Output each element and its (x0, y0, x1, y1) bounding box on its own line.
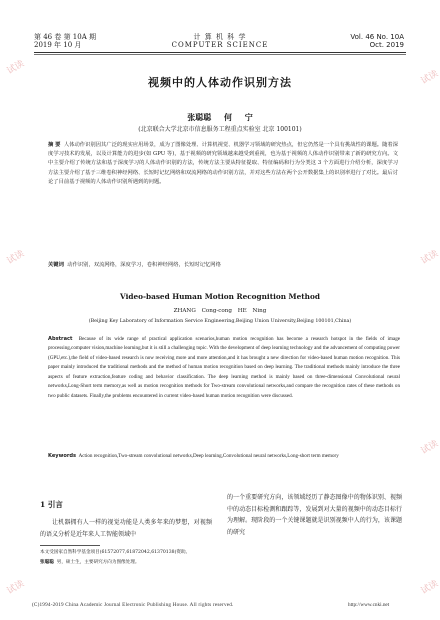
paper-title-cn: 视频中的人体动作识别方法 (148, 76, 292, 89)
authors-cn: 张聪聪 何 宁 (187, 112, 253, 122)
abstract-en (48, 335, 400, 401)
author-bio-label: 张聪聪 (40, 560, 54, 565)
footer-url: http://www.cnki.net (348, 602, 390, 608)
affiliation-en: (Beijing Key Laboratory of Information Service Engineering,Beijing Union University,Beijing 100101,China) (88, 319, 352, 324)
header-center (170, 33, 270, 49)
header-rule-thin (34, 54, 406, 55)
journal-name-cn: 计 算 机 科 学 (193, 33, 247, 41)
keywords-en-text: Action recognition,Two-stream convolutional networks,Deep learning,Convolutional neural networks,Long-short term memory (78, 453, 339, 459)
volume-issue-cn: 第 46 卷 第 10A 期 (34, 33, 96, 41)
watermark: 试读 (419, 438, 440, 457)
volume-issue-en: Vol. 46 No. 10A (350, 33, 404, 41)
date-en: Oct. 2019 (369, 41, 404, 49)
body-text-left-column: 让机器拥有人一样的视觉功能是人类多年来的梦想，对视频的语义分析是近年来人工智能领域中 (40, 519, 212, 538)
journal-name-en: COMPUTER SCIENCE (171, 41, 269, 49)
header-rule (34, 52, 406, 53)
header-left (34, 33, 96, 49)
abstract-cn (48, 141, 398, 187)
watermark: 试读 (5, 248, 27, 267)
paper-title-en: Video-based Human Motion Recognition Method (120, 292, 320, 301)
footnote-rule (40, 545, 100, 546)
watermark: 试读 (419, 248, 440, 267)
author-bio (40, 558, 230, 568)
footnote (40, 548, 230, 568)
abstract-cn-label: 摘 要 (48, 142, 61, 148)
keywords-cn-text: 动作识别，双流网络，深度学习，卷积神经网络，长短时记忆网络 (67, 262, 221, 268)
copyright-notice: (C)1994-2019 China Academic Journal Electronic Publishing House. All rights reserved. (32, 602, 234, 608)
keywords-cn (48, 261, 398, 270)
author-bio-text: 男，硕士生，主要研究方向为图像处理。 (56, 560, 140, 565)
abstract-en-label: Abstract (48, 336, 73, 342)
keywords-en (48, 452, 400, 461)
keywords-cn-label: 关键词 (48, 262, 64, 268)
header-right (350, 33, 404, 49)
abstract-cn-text: 人体动作识别因其广泛的现实应用场景，成为了图像处理、计算机视觉、机器学习领域的研究热点，但它仍然是一个具有挑战性的课题。随着深度学习技术的发展，以及计算能力的进步(如 GPU 等)，基于视频的研究领域越来越受到重视，也为基于视频的人体动作识别带来了新的研究方向。文中主要介绍了传统方法和基于深度学习的人体动作识别的方法，传统方法主要从特征提取、特征编码和行为分类这 3 个方面进行介绍分析，深度学习方法主要介绍了基于三维卷积神经网络、长短时记忆网络和双流网络的动作识别方法，并对这些方法在两个公开数据集上的识别率进行了对比。最后讨论了目前基于视频的人体动作识别所遇到的问题。 (48, 142, 398, 185)
section-heading-introduction: 1 引言 (40, 500, 63, 509)
funding-note: 本文受国家自然科学基金项目(61572077,61872042,61370138)资助。 (40, 550, 191, 555)
date-cn: 2019 年 10 月 (34, 41, 82, 49)
keywords-en-label: Keywords (48, 453, 77, 459)
affiliation-cn: (北京联合大学北京市信息服务工程重点实验室 北京 100101) (138, 126, 302, 133)
watermark: 试读 (419, 68, 440, 87)
watermark: 试读 (419, 578, 440, 597)
authors-en: ZHANG Cong-cong HE Ning (173, 308, 267, 314)
watermark: 试读 (5, 578, 27, 597)
body-text-right-column: 的一个重要研究方向，该领域经历了静态图像中的物体识别、视频中的动态目标检测和跟踪等，发展到对大量的视频中的动态目标行为理解。现阶段的一个关键课题就是识别视频中人的行为，该课题的研究 (227, 494, 402, 536)
abstract-en-text: Because of its wide range of practical application scenarios,human motion recognition has become a research hotspot in the fields of image processing,computer vision,machine learning,but it is still a challenging topic. With the development of deep learning technology and the advancement of computing power (GPU,etc.),the field of video-based research is now receiving more and more attention,and it has brought a new direction for video-based human motion recognition. This paper mainly introduced the traditional methods and the method of human motion recognition based on deep learning. The traditional methods mainly introduce the three aspects of feature extraction,feature coding and behavior classification. The deep learning method is mainly based on three-dimensional Convolutional neural networks,Long-Short term memory,as well as motion recognition methods for Two-stream convolutional networks,and compare the recognition rates of these methods on two public datasets. Finally,the problems encountered in current video-based human motion recognition were discussed. (48, 336, 401, 399)
watermark: 试读 (5, 58, 27, 77)
